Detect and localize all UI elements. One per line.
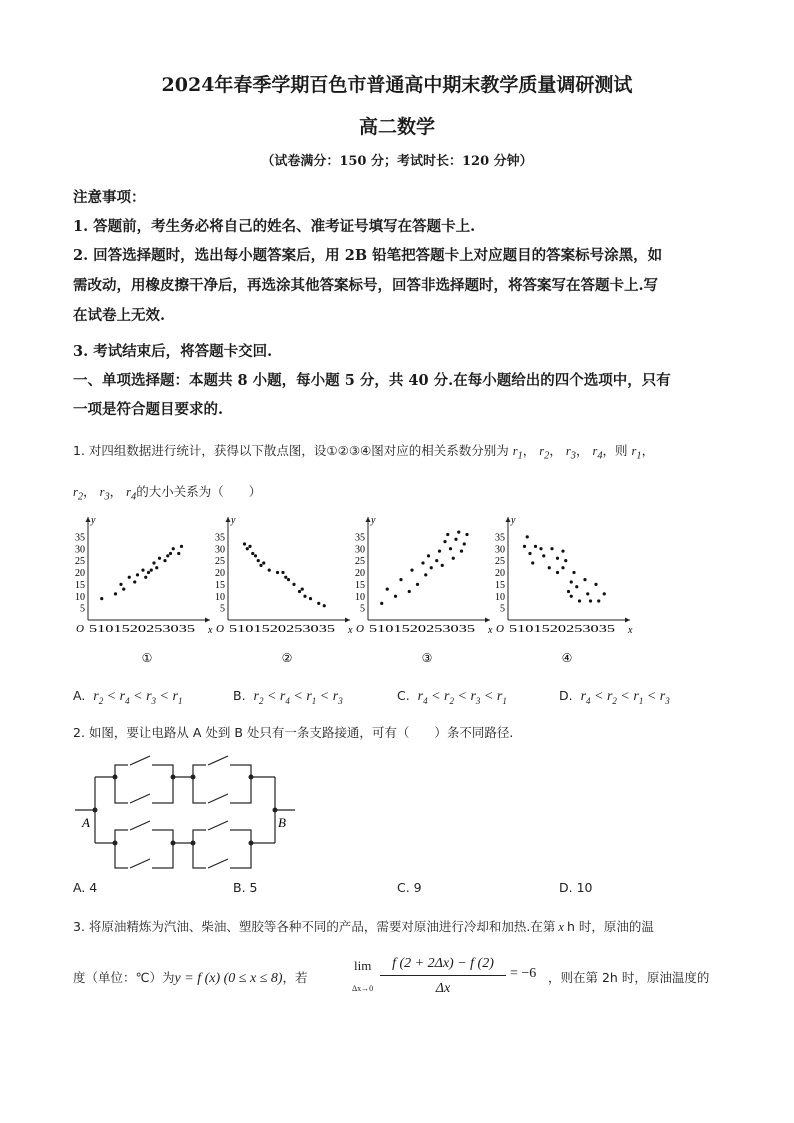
data-point xyxy=(262,561,265,564)
x-axis-arrow xyxy=(625,618,630,623)
y-tick-label: 25 xyxy=(495,556,505,568)
data-point xyxy=(155,566,158,569)
y-tick-label: 10 xyxy=(355,591,365,603)
scatter-plots xyxy=(60,505,740,680)
y-tick-label: 25 xyxy=(355,556,365,568)
scatter-plot-4 xyxy=(495,515,633,665)
plot-caption: ③ xyxy=(421,651,433,665)
q3-numerator: f (2 + 2Δx) − f (2) xyxy=(392,956,494,971)
data-point xyxy=(301,588,304,591)
q1-tail: 的大小关系为（ ） xyxy=(136,484,262,499)
data-point xyxy=(446,533,449,536)
data-point xyxy=(460,550,463,553)
data-point xyxy=(556,557,559,560)
q3-text-line-2-right: ，则在第 2h 时，原油温度的 xyxy=(548,970,710,985)
y-tick-label: 30 xyxy=(495,544,505,556)
data-point xyxy=(561,566,564,569)
q3-text-line-2-left: 度（单位：℃）为y = f (x) (0 ≤ x ≤ 8)，若 xyxy=(73,970,308,986)
fraction-bar xyxy=(380,975,506,976)
circuit-diagram xyxy=(70,755,310,870)
data-point xyxy=(430,566,433,569)
y-tick-label: 10 xyxy=(75,591,85,603)
data-point xyxy=(172,547,175,550)
data-point xyxy=(394,595,397,598)
notes-heading: 注意事项： xyxy=(73,189,146,206)
data-point xyxy=(570,580,573,583)
y-tick-label: 15 xyxy=(215,579,225,591)
data-point xyxy=(163,559,166,562)
data-point xyxy=(166,554,169,557)
data-point xyxy=(259,564,262,567)
x-axis-label: x xyxy=(208,625,213,636)
data-point xyxy=(548,566,551,569)
data-point xyxy=(180,545,183,548)
data-point xyxy=(564,559,567,562)
data-point xyxy=(248,545,251,548)
data-point xyxy=(586,592,589,595)
data-point xyxy=(147,571,150,574)
data-point xyxy=(158,557,161,560)
data-point xyxy=(583,578,586,581)
note-1: 1. 答题前，考生务必将自己的姓名、准考证号填写在答题卡上. xyxy=(73,218,476,235)
label-b: B xyxy=(278,815,286,830)
data-point xyxy=(570,595,573,598)
q3-text-line-1: 3. 将原油精炼为汽油、柴油、塑胶等各种不同的产品，需要对原油进行冷却和加热.在第 x h 时，原油的温 xyxy=(73,919,654,934)
y-tick-label: 30 xyxy=(75,544,85,556)
y-tick-label: 5 xyxy=(500,603,505,615)
lim-subscript: Δx→0 xyxy=(352,984,374,993)
y-tick-label: 15 xyxy=(75,579,85,591)
y-axis-arrow xyxy=(226,517,231,522)
data-point xyxy=(561,550,564,553)
origin-label: O xyxy=(216,623,224,635)
data-point xyxy=(542,554,545,557)
scatter-plot-3 xyxy=(355,515,493,665)
data-point xyxy=(575,585,578,588)
q2-text: 2. 如图，要让电路从 A 处到 B 处只有一条支路接通，可有（ ）条不同路径. xyxy=(73,725,514,740)
y-axis-arrow xyxy=(366,517,371,522)
x-tick-labels: 5101520253035 xyxy=(89,624,195,635)
data-point xyxy=(443,540,446,543)
y-tick-label: 15 xyxy=(355,579,365,591)
data-point xyxy=(317,602,320,605)
r3-var: $r_3$ xyxy=(565,444,576,462)
data-point xyxy=(465,533,468,536)
x-axis-label: x xyxy=(628,625,633,636)
data-point xyxy=(441,564,444,567)
data-point xyxy=(594,583,597,586)
data-point xyxy=(298,590,301,593)
data-point xyxy=(526,535,529,538)
r4-var: $r_4$ xyxy=(592,444,603,462)
data-point xyxy=(276,571,279,574)
note-2-line-3: 在试卷上无效. xyxy=(73,307,166,324)
q1-stem: 1. 对四组数据进行统计，获得以下散点图，设①②③④图对应的相关系数分别为 xyxy=(73,443,509,458)
lim-symbol: lim xyxy=(354,958,372,973)
scatter-plot-1 xyxy=(75,515,213,665)
exam-title: 2024年春季学期百色市普通高中期末教学质量调研测试 xyxy=(161,74,633,96)
data-point xyxy=(114,592,117,595)
q1-option-b[interactable]: B. $r_2 < r_4 < r_1 < r_3$ xyxy=(233,688,343,706)
r4-var-2: $r_4$ xyxy=(126,485,137,503)
note-3: 3. 考试结束后，将答题卡交回. xyxy=(73,343,273,360)
q2-option-c[interactable]: C. 9 xyxy=(397,880,422,895)
exam-info: （试卷满分：150 分；考试时长：120 分钟） xyxy=(261,154,533,169)
data-point xyxy=(136,573,139,576)
data-point xyxy=(287,578,290,581)
data-point xyxy=(292,583,295,586)
q1-option-c[interactable]: C. $r_4 < r_2 < r_3 < r_1$ xyxy=(397,688,507,706)
x-axis-arrow xyxy=(345,618,350,623)
plot-caption: ② xyxy=(281,651,293,665)
data-point xyxy=(452,557,455,560)
data-point xyxy=(169,552,172,555)
x-axis-label: x xyxy=(488,625,493,636)
section-1-line-2: 一项是符合题目要求的. xyxy=(73,401,224,418)
x-axis-arrow xyxy=(205,618,210,623)
data-point xyxy=(257,559,260,562)
data-point xyxy=(152,561,155,564)
y-tick-label: 20 xyxy=(495,568,505,579)
data-point xyxy=(100,597,103,600)
y-tick-label: 30 xyxy=(355,544,365,556)
y-tick-label: 25 xyxy=(215,556,225,568)
data-point xyxy=(268,569,271,572)
data-point xyxy=(427,554,430,557)
data-point xyxy=(128,576,131,579)
q1-text-line-1: 1. 对四组数据进行统计，获得以下散点图，设①②③④图对应的相关系数分别为 $r_1$， $r_2$， $r_3$， $r_4$，则 $r_1$， xyxy=(73,443,655,462)
y-tick-label: 15 xyxy=(495,579,505,591)
data-point xyxy=(254,554,257,557)
data-point xyxy=(550,547,553,550)
x-tick-labels: 5101520253035 xyxy=(369,624,475,635)
data-point xyxy=(141,569,144,572)
y-axis-arrow xyxy=(86,517,91,522)
data-point xyxy=(399,578,402,581)
y-tick-label: 10 xyxy=(495,591,505,603)
note-2-line-1: 2. 回答选择题时，选出每小题答案后，用 2B 铅笔把答题卡上对应题目的答案标号涂黑，如 xyxy=(73,247,663,264)
data-point xyxy=(567,590,570,593)
y-tick-label: 20 xyxy=(355,568,365,579)
q3-denominator: Δx xyxy=(435,981,451,996)
data-point xyxy=(556,571,559,574)
data-point xyxy=(572,571,575,574)
data-point xyxy=(386,588,389,591)
label-a: A xyxy=(82,815,90,830)
data-point xyxy=(243,542,246,545)
data-point xyxy=(246,547,249,550)
data-point xyxy=(597,599,600,602)
r3-var-2: $r_3$ xyxy=(99,485,110,503)
y-axis-arrow xyxy=(506,517,511,522)
r1-var: $r_1$ xyxy=(512,444,523,462)
data-point xyxy=(421,561,424,564)
y-tick-label: 35 xyxy=(215,532,225,544)
data-point xyxy=(284,576,287,579)
data-point xyxy=(528,552,531,555)
y-axis-label: y xyxy=(231,515,236,526)
data-point xyxy=(534,545,537,548)
data-point xyxy=(177,552,180,555)
x-tick-labels: 5101520253035 xyxy=(229,624,335,635)
y-tick-label: 35 xyxy=(495,532,505,544)
data-point xyxy=(303,595,306,598)
y-tick-label: 20 xyxy=(215,568,225,579)
x-tick-labels: 5101520253035 xyxy=(509,624,615,635)
plot-caption: ④ xyxy=(561,651,573,665)
plot-caption: ① xyxy=(141,651,153,665)
data-point xyxy=(435,559,438,562)
origin-label: O xyxy=(356,623,364,635)
data-point xyxy=(424,573,427,576)
q2-option-a[interactable]: A. 4 xyxy=(73,880,98,895)
y-tick-label: 5 xyxy=(80,603,85,615)
y-tick-label: 20 xyxy=(75,568,85,579)
section-1-line-1: 一、单项选择题：本题共 8 小题，每小题 5 分，共 40 分.在每小题给出的四个选项中，只有 xyxy=(73,372,671,389)
data-point xyxy=(408,590,411,593)
data-point xyxy=(449,547,452,550)
r2-var-2: $r_2$ xyxy=(73,485,84,503)
q1-option-d[interactable]: D. $r_4 < r_2 < r_1 < r_3$ xyxy=(559,688,670,706)
q1-text-line-2: $r_2$， $r_3$， $r_4$的大小关系为（ ） xyxy=(73,484,262,503)
y-tick-label: 30 xyxy=(215,544,225,556)
origin-label: O xyxy=(496,623,504,635)
data-point xyxy=(539,547,542,550)
data-point xyxy=(603,592,606,595)
data-point xyxy=(119,583,122,586)
note-2-line-2: 需改动，用橡皮擦干净后，再选涂其他答案标号，回答非选择题时，将答案写在答题卡上.写 xyxy=(73,277,659,294)
r1-var-2: $r_1$ xyxy=(631,444,642,462)
data-point xyxy=(410,569,413,572)
q2-option-b[interactable]: B. 5 xyxy=(233,880,258,895)
data-point xyxy=(589,599,592,602)
q1-option-a[interactable]: A. $r_2 < r_4 < r_3 < r_1$ xyxy=(73,688,183,706)
data-point xyxy=(323,604,326,607)
y-tick-label: 10 xyxy=(215,591,225,603)
data-point xyxy=(454,538,457,541)
y-tick-label: 25 xyxy=(75,556,85,568)
y-tick-label: 35 xyxy=(355,532,365,544)
origin-label: O xyxy=(76,623,84,635)
data-point xyxy=(523,545,526,548)
data-point xyxy=(463,542,466,545)
data-point xyxy=(144,576,147,579)
y-axis-label: y xyxy=(371,515,376,526)
data-point xyxy=(380,602,383,605)
scatter-plot-2 xyxy=(215,515,353,665)
data-point xyxy=(457,531,460,534)
x-axis-arrow xyxy=(485,618,490,623)
x-axis-label: x xyxy=(348,625,353,636)
y-axis-label: y xyxy=(91,515,96,526)
data-point xyxy=(281,571,284,574)
r2-var: $r_2$ xyxy=(539,444,550,462)
data-point xyxy=(438,550,441,553)
data-point xyxy=(531,561,534,564)
q2-option-d[interactable]: D. 10 xyxy=(559,880,593,895)
data-point xyxy=(133,580,136,583)
data-point xyxy=(122,588,125,591)
q3-limit-value: = −6 xyxy=(510,966,537,981)
subject-title: 高二数学 xyxy=(358,116,435,138)
data-point xyxy=(150,569,153,572)
data-point xyxy=(309,597,312,600)
y-axis-label: y xyxy=(511,515,516,526)
y-tick-label: 5 xyxy=(220,603,225,615)
data-point xyxy=(578,599,581,602)
y-tick-label: 35 xyxy=(75,532,85,544)
q3-function: y = f (x) (0 ≤ x ≤ 8) xyxy=(174,971,283,986)
y-tick-label: 5 xyxy=(360,603,365,615)
data-point xyxy=(416,583,419,586)
data-point xyxy=(251,552,254,555)
